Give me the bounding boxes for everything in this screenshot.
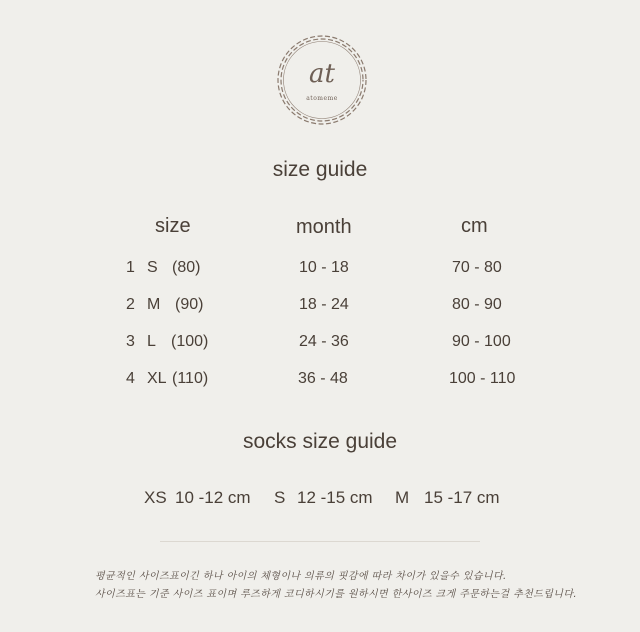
row-number: 3	[126, 333, 135, 350]
size-code: (90)	[175, 296, 204, 313]
socks-size-label: M	[395, 488, 410, 507]
column-header-size: size	[155, 215, 191, 237]
month-range: 24 - 36	[299, 333, 349, 350]
size-letter: XL	[147, 370, 167, 387]
size-letter: M	[147, 296, 161, 313]
sizing-recommendation-note: 사이즈표는 기준 사이즈 표이며 루즈하게 코디하시기를 원하시면 한사이즈 크게 주문하는걸 추천드립니다.	[95, 589, 578, 600]
row-number: 2	[126, 296, 135, 313]
month-range: 18 - 24	[299, 296, 349, 313]
brand-logo	[275, 33, 369, 127]
row-number: 1	[126, 259, 135, 276]
cm-range: 70 - 80	[452, 259, 502, 276]
size-letter: L	[147, 333, 156, 350]
socks-size-range: 12 -15 cm	[297, 488, 373, 507]
row-number: 4	[126, 370, 135, 387]
size-guide-title: size guide	[272, 158, 368, 181]
cm-range: 80 - 90	[452, 296, 502, 313]
cm-range: 90 - 100	[452, 333, 511, 350]
section-divider	[160, 541, 480, 542]
cm-range: 100 - 110	[449, 370, 516, 387]
socks-size-range: 10 -12 cm	[175, 488, 251, 507]
socks-size-label: S	[274, 488, 286, 507]
size-code: (80)	[172, 259, 201, 276]
socks-size-guide-title: socks size guide	[242, 430, 398, 453]
column-header-month: month	[296, 216, 352, 238]
socks-size-range: 15 -17 cm	[424, 488, 500, 507]
month-range: 10 - 18	[299, 259, 349, 276]
month-range: 36 - 48	[298, 370, 348, 387]
size-code: (110)	[172, 370, 209, 387]
fit-note: 평균적인 사이즈표이긴 하나 아이의 체형이나 의류의 핏감에 따라 차이가 있을수 있습니다.	[95, 571, 507, 582]
logo-mark: at	[309, 59, 335, 89]
socks-size-label: XS	[144, 488, 167, 507]
logo-brand-name: atomeme	[306, 95, 338, 102]
size-code: (100)	[171, 333, 209, 350]
column-header-cm: cm	[461, 215, 488, 237]
size-letter: S	[147, 259, 158, 276]
